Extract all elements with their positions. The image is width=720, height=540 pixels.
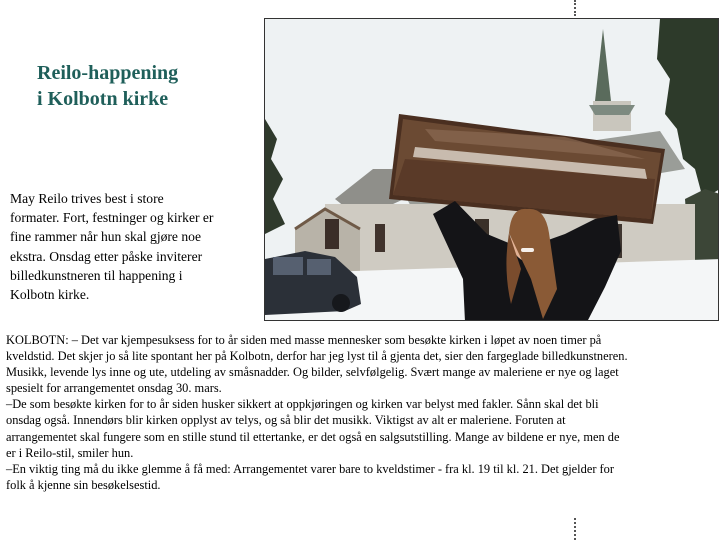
body-line: –De som besøkte kirken for to år siden husker sikkert at oppkjøringen og kirken var belyst med fakler. Sånn skal det bli (6, 397, 599, 412)
body-line: onsdag også. Innendørs blir kirken opplyst av telys, og så blir det musikk. Viktigst av alt er maleriene. Foruten at (6, 413, 566, 428)
article-lead (10, 189, 260, 304)
body-line: –En viktig ting må du ikke glemme å få med: Arrangementet varer bare to kveldstimer - fra kl. 19 til kl. 21. Det gjelder for (6, 461, 614, 476)
lead-line: ekstra. Onsdag etter påske inviterer (10, 248, 203, 264)
lead-line: fine rammer når hun skal gjøre noe (10, 229, 201, 245)
headline-line-1: Reilo-happening (37, 62, 179, 84)
column-guide-top (574, 0, 578, 16)
article-body (6, 332, 718, 493)
body-line: folk å kjenne sin besøkelsestid. (6, 477, 161, 492)
body-line: KOLBOTN: – Det var kjempesuksess for to år siden med masse mennesker som besøkte kirken i løpet av noen timer på (6, 333, 602, 347)
body-line: er i Reilo-stil, smiler hun. (6, 445, 134, 460)
article-headline (37, 60, 257, 112)
body-line: Musikk, levende lys inne og ute, utdeling av småsnadder. Og bilder, selvfølgelig. Svært mange av maleriene er nye og laget (6, 365, 619, 380)
headline-line-2: i Kolbotn kirke (37, 88, 169, 110)
lead-line: billedkunstneren til happening i (10, 267, 183, 283)
lead-line: May Reilo trives best i store (10, 191, 164, 206)
column-guide-bottom (574, 518, 578, 540)
article-photo (264, 18, 719, 321)
body-line: arrangementet skal fungere som en stille stund til ettertanke, er det også en salgsutstilling. Mange av bildene er nye, men de (6, 429, 620, 444)
lead-line: formater. Fort, festninger og kirker er (10, 210, 214, 226)
lead-line: Kolbotn kirke. (10, 287, 90, 303)
body-line: spesielt for arrangementet onsdag 30. mars. (6, 381, 222, 396)
body-line: kveldstid. Det skjer jo så lite spontant her på Kolbotn, derfor har jeg lyst til å gjenta det, sier den fargeglade billedkunstneren. (6, 349, 628, 364)
